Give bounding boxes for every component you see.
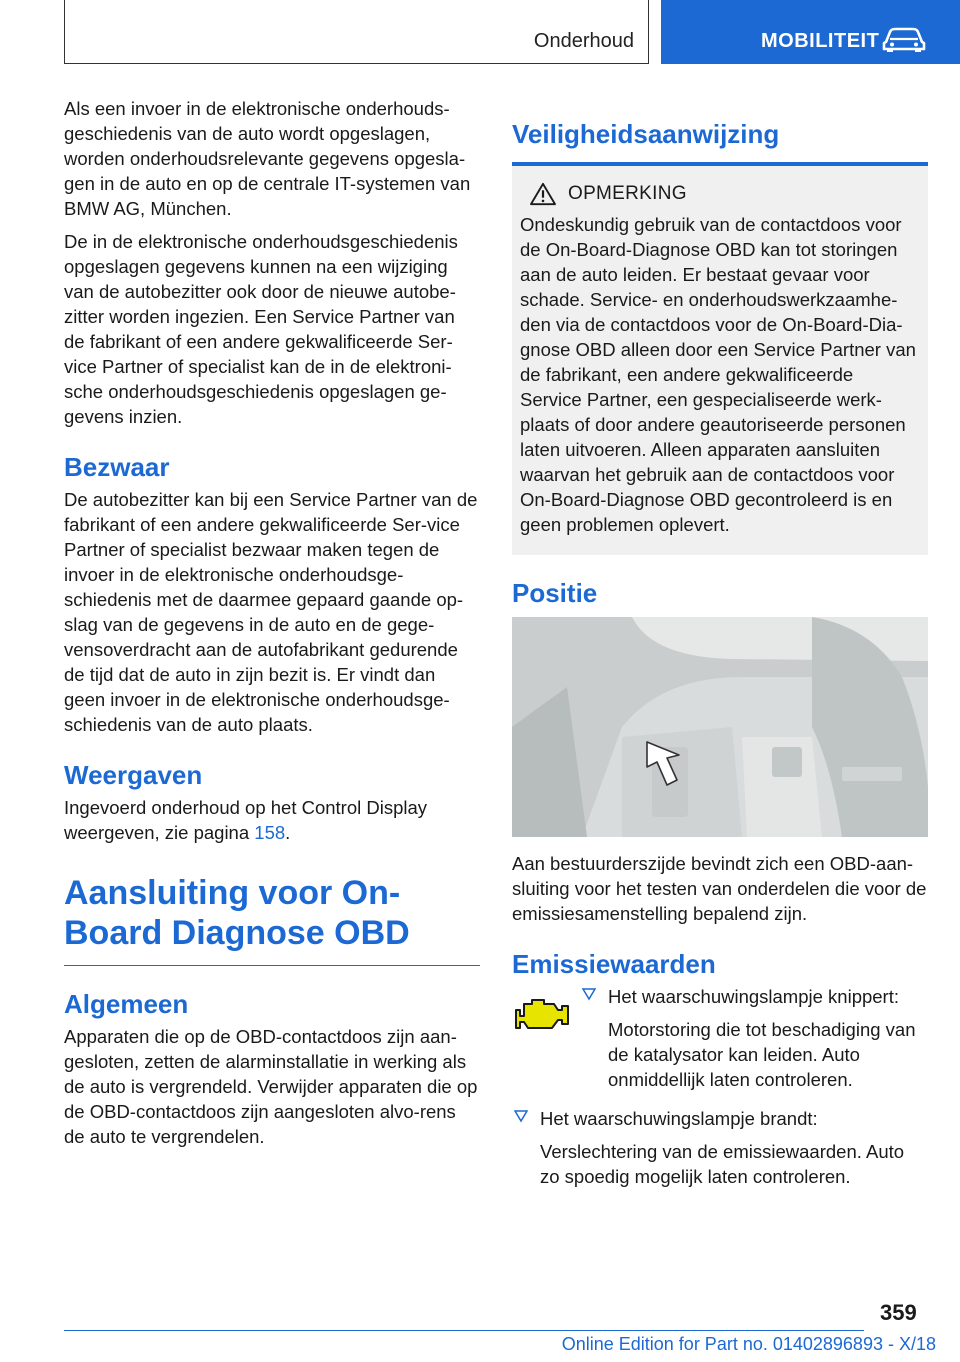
right-column [512, 96, 928, 1197]
paragraph-algemeen: Apparaten die op de OBD-contactdoos zijn aan-gesloten, zetten de alarminstallatie in werking als de auto is vergrendeld. Verwijder apparaten die op de OBD-contactdoos zijn aangesloten alvo-rens de auto te vergrendelen. [64, 1026, 478, 1147]
header-chapter-label: MOBILITEIT [761, 30, 880, 52]
heading-obd: Aansluiting voor On-Board Diagnose OBD [64, 874, 410, 952]
footer-rule [64, 1330, 864, 1331]
heading-bezwaar: Bezwaar [64, 452, 170, 482]
header-section-box [64, 0, 649, 64]
weergaven-end: . [285, 822, 291, 843]
list-item [512, 984, 928, 1092]
page-link-158[interactable]: 158 [254, 822, 286, 843]
paragraph-weergaven [64, 795, 480, 845]
list-bullet-icon [514, 1109, 528, 1123]
emissie-block [512, 984, 928, 1189]
footer-edition: Online Edition for Part no. 01402896893 - X/18 [561, 1334, 936, 1354]
obd-position-photo [512, 617, 928, 837]
paragraph-intro: Als een invoer in de elektronische onderhouds-geschiedenis van de auto wordt opgeslagen, worden onderhoudsrelevante gegevens opgesla-gen in de auto en op de centrale IT-systemen van BMW AG, München. [64, 98, 471, 219]
header-section-title: Onderhoud [533, 30, 634, 52]
list-item-detail: Motorstoring die tot beschadiging van de katalysator kan leiden. Auto onmiddellijk laten controleren. [608, 1019, 916, 1090]
notice-title: OPMERKING [568, 183, 687, 204]
list-bullet-icon [582, 987, 596, 1001]
paragraph-bezwaar: De autobezitter kan bij een Service Partner van de fabrikant of een andere gekwalificeerde Ser-vice Partner of specialist bezwaar maken tegen de invoer in de elektronische onderhoudsge-schiedenis met de daarmee gepaard gaande op-slag van de gegevens in de auto en de gege-vensoverdracht aan de autofabrikant gedurende de tijd dat de auto in zijn bezit is. Er vindt dan geen invoer in de elektronische onderhoudsge-schiedenis van de auto plaats. [64, 489, 478, 735]
weergaven-text: Ingevoerd onderhoud op het Control Display weergeven, zie pagina [64, 797, 428, 843]
paragraph-positie: Aan bestuurderszijde bevindt zich een OBD-aan-sluiting voor het testen van onderdelen die voor de emissiesamenstelling bepalend zijn. [512, 853, 927, 924]
list-item-detail: Verslechtering van de emissiewaarden. Auto zo spoedig mogelijk laten controleren. [540, 1141, 905, 1187]
list-item-label: Het waarschuwingslampje knippert: [608, 986, 899, 1007]
heading-weergaven: Weergaven [64, 760, 203, 790]
notice-text: Ondeskundig gebruik van de contactdoos voor de On-Board-Diagnose OBD kan tot storingen aan de auto leiden. Er bestaat gevaar voor schade. Service- en onderhoudswerkzaamhe-den via de contactdoos voor de On-Board-Dia-gnose OBD alleen door een Service Partner van de fabrikant, een andere gekwalificeerde Service Partner, een gespecialiseerde werk-plaats of door andere geautoriseerde personen laten uitvoeren. Alleen apparaten aansluiten waarvan het gebruik aan de contactdoos voor On-Board-Diagnose OBD gecontroleerd is en geen problemen oplevert. [520, 214, 916, 535]
paragraph-history: De in de elektronische onderhoudsgeschiedenis opgeslagen gegevens kunnen na een wijziging van de autobezitter ook door de nieuwe autobe-zitter worden ingezien. Een Service Partner van de fabrikant of een andere gekwalificeerde Ser-vice Partner of specialist kan de in de elektroni-sche onderhoudsgeschiedenis opgeslagen ge-gevens inzien. [64, 231, 458, 427]
heading-veiligheid: Veiligheidsaanwijzing [512, 119, 780, 149]
page-number: 359 [880, 1300, 917, 1325]
warning-icon [528, 182, 558, 206]
car-icon [882, 26, 926, 52]
heading-positie: Positie [512, 578, 598, 608]
heading-emissie: Emissiewaarden [512, 949, 716, 979]
left-column [64, 96, 480, 1157]
emissie-list [512, 984, 928, 1189]
notice-box [512, 166, 928, 555]
list-item [512, 1106, 928, 1189]
list-item-label: Het waarschuwingslampje brandt: [540, 1108, 818, 1129]
heading-algemeen: Algemeen [64, 989, 189, 1019]
heading-obd-rule [64, 965, 480, 966]
